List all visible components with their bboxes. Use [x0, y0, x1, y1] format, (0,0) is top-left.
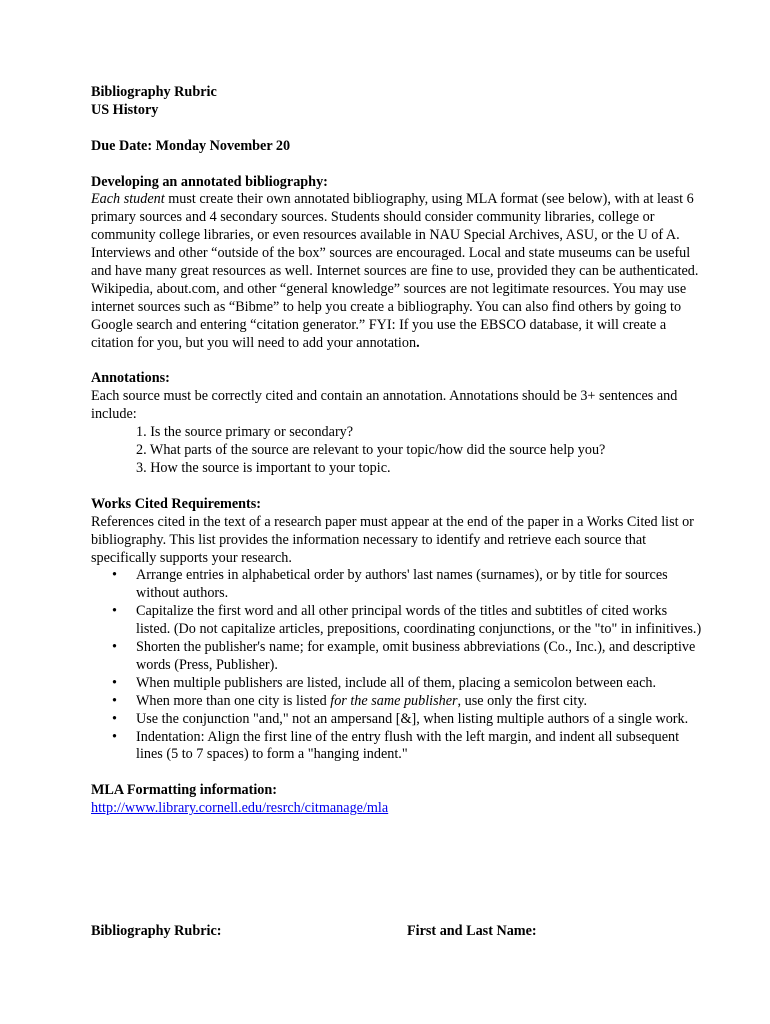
list-item	[91, 729, 703, 765]
list-item	[91, 693, 703, 711]
bullet-icon: •	[112, 728, 117, 745]
list-item-text: Shorten the publisher's name; for example, omit business abbreviations (Co., Inc.), and descriptive words (Press, Publisher).	[136, 639, 696, 673]
footer-name-label: First and Last Name:	[407, 923, 537, 939]
bullet-icon: •	[112, 692, 117, 709]
list-item-italic: for the same publisher	[330, 692, 458, 709]
annotation-item: 3. How the source is important to your topic.	[136, 459, 391, 476]
developing-heading: Developing an annotated bibliography:	[91, 173, 328, 190]
footer-rubric-label: Bibliography Rubric:	[91, 923, 222, 939]
list-item	[91, 639, 703, 675]
annotations-heading: Annotations:	[91, 370, 170, 387]
list-item-text: Use the conjunction "and," not an ampersand [&], when listing multiple authors of a single work.	[136, 710, 689, 727]
bullet-icon: •	[112, 710, 117, 727]
list-item	[91, 675, 703, 693]
list-item-text: Capitalize the first word and all other principal words of the titles and subtitles of cited works listed. (Do not capitalize articles, prepositions, coordinating conjunctions, or the "to" in infinitives.)	[136, 603, 702, 638]
list-item-text: , use only the first city.	[457, 692, 588, 709]
list-item	[91, 711, 703, 729]
due-date: Due Date: Monday November 20	[91, 137, 291, 154]
document-title: Bibliography Rubric	[91, 84, 217, 100]
list-item-text: When multiple publishers are listed, include all of them, placing a semicolon between each.	[136, 674, 657, 691]
works-cited-list	[91, 567, 703, 764]
list-item	[91, 603, 703, 639]
annotation-item: 2. What parts of the source are relevant to your topic/how did the source help you?	[136, 442, 606, 459]
bullet-icon: •	[112, 639, 117, 656]
developing-paragraph	[91, 191, 703, 352]
annotations-list	[91, 424, 703, 478]
works-cited-intro: References cited in the text of a research paper must appear at the end of the paper in a Works Cited list or bibliography. This list provides the information necessary to identify and retrieve each source that specifically supports your research.	[91, 513, 694, 566]
list-item	[91, 567, 703, 603]
works-cited-heading: Works Cited Requirements:	[91, 495, 261, 512]
annotations-intro: Each source must be correctly cited and contain an annotation. Annotations should be 3+ sentences and include:	[91, 388, 678, 423]
annotation-item: 1. Is the source primary or secondary?	[136, 424, 354, 441]
bullet-icon: •	[112, 674, 117, 691]
list-item-text: When more than one city is listed	[136, 692, 331, 709]
mla-heading: MLA Formatting information:	[91, 782, 277, 799]
list-item-text: Indentation: Align the first line of the entry flush with the left margin, and indent all subsequent lines (5 to 7 spaces) to form a "hanging indent."	[136, 728, 680, 763]
mla-link[interactable]: http://www.library.cornell.edu/resrch/citmanage/mla	[91, 800, 389, 817]
list-item-text: Arrange entries in alphabetical order by authors' last names (surnames), or by title for sources without authors.	[136, 567, 668, 602]
document-body	[91, 84, 703, 818]
developing-lead: Each student	[91, 191, 165, 208]
document-subject: US History	[91, 101, 159, 118]
bullet-icon: •	[112, 567, 117, 584]
bullet-icon: •	[112, 603, 117, 620]
developing-body: must create their own annotated bibliography, using MLA format (see below), with at least 6 primary sources and 4 secondary sources. Students should consider community libraries, college or community college libraries, or even resources available in NAU Special Archives, ASU, or the U of A. Interviews and other “outside of the box” sources are encouraged. Local and state museums can be useful and have many great resources as well. Internet sources are fine to use, provided they can be authenticated. Wikipedia, about.com, and other “general knowledge” sources are not legitimate resources. You may use internet sources such as “Bibme” to help you create a bibliography. You can also find others by going to Google search and entering “citation generator.” FYI: If you use the EBSCO database, it will create a citation for you, but you will need to add your annotation	[91, 191, 699, 351]
developing-end-mark: .	[416, 334, 420, 351]
